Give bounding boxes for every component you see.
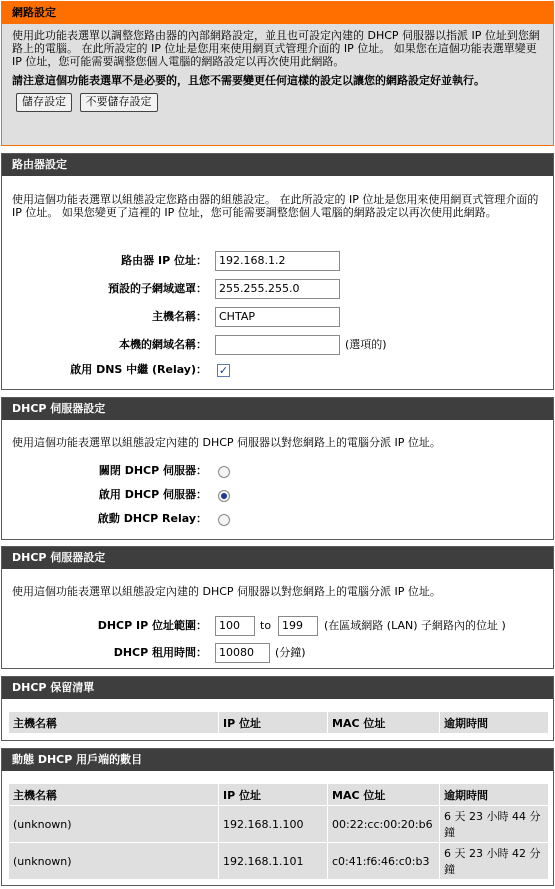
col-ip-address: IP 位址 [219,784,328,806]
router-ip-label: 路由器 IP 位址： [121,254,207,267]
ip-range-start-input[interactable]: 100 [215,616,255,636]
col-expire-time: 逾期時間 [440,712,549,734]
col-ip-address: IP 位址 [219,712,328,734]
network-settings-buttons [2,87,553,112]
host-name-row [2,307,555,327]
client-expire-time: 6 天 23 小時 42 分鐘 [440,843,549,880]
reservation-header-row [9,712,549,734]
dhcp-on-label: 啟用 DHCP 伺服器： [98,488,207,501]
dhcp-off-radio[interactable] [218,466,230,478]
col-mac-address: MAC 位址 [328,784,440,806]
ip-range-to-label: to [260,619,272,632]
dhcp-on-radio[interactable] [218,490,230,502]
subnet-mask-row [2,279,555,299]
dhcp-relay-label: 啟動 DHCP Relay： [97,512,207,525]
dns-relay-checkbox[interactable]: ✓ [218,364,229,377]
dhcp-clients-panel [1,748,554,886]
client-mac-address: 00:22:cc:00:20:b6 [328,806,440,843]
lease-time-unit: (分鐘) [275,646,306,659]
col-mac-address: MAC 位址 [328,712,440,734]
lease-time-row [2,643,555,663]
network-settings-panel [1,1,554,146]
dhcp-range-description: 使用這個功能表選單以組態設定內建的 DHCP 伺服器以對您網路上的電腦分派 IP 位址。 [12,585,441,598]
domain-name-hint: (選項的) [345,338,387,351]
col-host-name: 主機名稱 [9,712,219,734]
client-expire-time: 6 天 23 小時 44 分鐘 [440,806,549,843]
dhcp-reservation-title: DHCP 保留清單 [2,677,553,699]
lease-time-label: DHCP 租用時間： [113,646,207,659]
ip-range-row [2,616,555,636]
router-settings-title: 路由器設定 [2,154,553,176]
col-host-name: 主機名稱 [9,784,219,806]
domain-name-input[interactable] [215,335,340,355]
dhcp-server-description: 使用這個功能表選單以組態設定內建的 DHCP 伺服器以對您網路上的電腦分派 IP 位址。 [12,436,441,449]
domain-name-row [2,335,555,355]
subnet-mask-input[interactable]: 255.255.255.0 [215,279,340,299]
host-name-label: 主機名稱： [152,310,207,323]
router-ip-row [2,251,555,271]
ip-range-label: DHCP IP 位址範圍： [97,619,207,632]
dhcp-clients-title: 動態 DHCP 用戶端的數目 [2,749,553,771]
clients-table [8,783,549,880]
dhcp-off-row [2,461,555,481]
client-host-name: (unknown) [9,806,219,843]
dhcp-range-panel [1,546,554,669]
dhcp-reservation-panel [1,676,554,741]
dont-save-settings-button[interactable]: 不要儲存設定 [80,93,158,112]
network-settings-title: 網路設定 [2,2,553,24]
lease-time-input[interactable]: 10080 [215,643,270,663]
dhcp-off-label: 關閉 DHCP 伺服器： [98,464,207,477]
clients-header-row [9,784,549,806]
client-mac-address: c0:41:f6:46:c0:b3 [328,843,440,880]
col-expire-time: 逾期時間 [440,784,549,806]
router-ip-input[interactable]: 192.168.1.2 [215,251,340,271]
router-settings-panel [1,153,554,390]
dhcp-relay-radio[interactable] [218,514,230,526]
domain-name-label: 本機的網域名稱： [119,338,207,351]
table-row [9,806,549,843]
router-settings-description: 使用這個功能表選單以組態設定您路由器的組態設定。 在此所設定的 IP 位址是您用來使用網頁式管理介面的 IP 位址。 如果您變更了這裡的 IP 位址，您可能需要調整您個人電腦的網路設定以再次使用此網路。 [12,193,539,219]
dns-relay-label: 啟用 DNS 中繼 (Relay)： [70,363,207,376]
dhcp-server-title: DHCP 伺服器設定 [2,398,553,420]
ip-range-end-input[interactable]: 199 [278,616,318,636]
table-row [9,843,549,880]
client-ip-address: 192.168.1.101 [219,843,328,880]
dhcp-on-row [2,485,555,505]
ip-range-hint: (在區域網路 (LAN) 子網路內的位址 ) [324,619,506,632]
client-host-name: (unknown) [9,843,219,880]
client-ip-address: 192.168.1.100 [219,806,328,843]
dhcp-relay-row [2,509,555,529]
dhcp-server-panel [1,397,554,540]
save-settings-button[interactable]: 儲存設定 [16,93,72,112]
subnet-mask-label: 預設的子網域遮罩： [108,282,207,295]
dns-relay-row [2,360,555,380]
host-name-input[interactable]: CHTAP [215,307,340,327]
network-settings-description: 使用此功能表選單以調整您路由器的內部網路設定，並且也可設定內建的 DHCP 伺服器以指派 IP 位址到您網路上的電腦。 在此所設定的 IP 位址是您用來使用網頁式管理介面的 IP 位址。 如果您在這個功能表選單變更 IP 位址，您可能需要調整您個人電腦的網路設定以再次使用此網路。 [12,29,540,68]
reservation-table [8,711,549,734]
network-settings-note: 請注意這個功能表選單不是必要的，且您不需要變更任何這樣的設定以讓您的網路設定好並執行。 [12,74,485,87]
dhcp-range-title: DHCP 伺服器設定 [2,547,553,569]
